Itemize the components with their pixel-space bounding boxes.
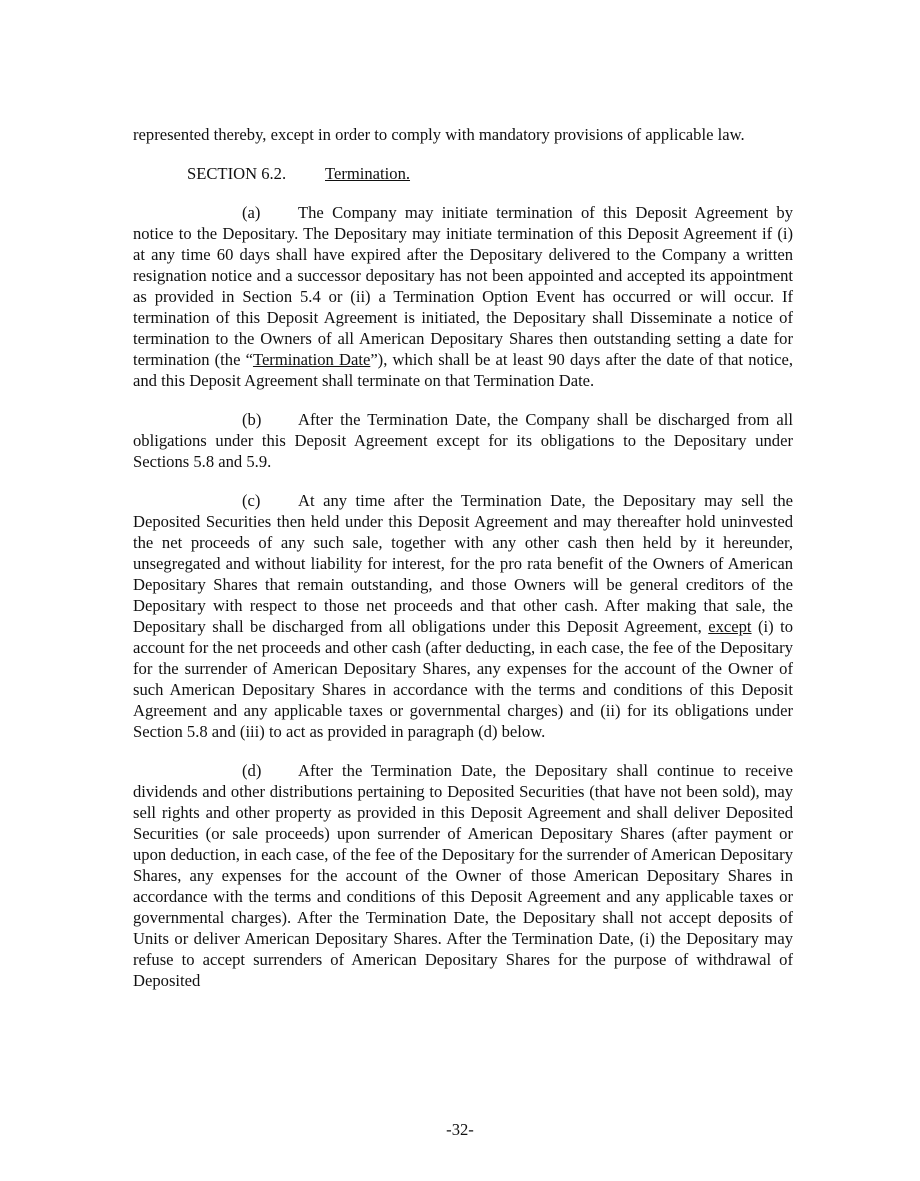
defined-term-termination-date: Termination Date: [252, 350, 371, 369]
section-number: SECTION 6.2.: [187, 164, 287, 183]
intro-paragraph: represented thereby, except in order to comply with mandatory provisions of applicable law.: [133, 125, 745, 144]
paragraph-d: (d) After the Termination Date, the Depositary shall continue to receive dividends and other distributions pertaining to Deposited Securities (that have not been sold), may sell rights and other property as provided in this Deposit Agreement and shall deliver Deposited Securities (or sale proceeds) upon surrender of American Depositary Shares (after payment or upon deduction, in each case, of the fee of the Depositary for the surrender of American Depositary Shares, any expenses for the account of the Owner of those American Depositary Shares in accordance with the terms and conditions of this Deposit Agreement and any applicable taxes or governmental charges). After the Termination Date, the Depositary shall not accept deposits of Units or deliver American Depositary Shares. After the Termination Date, (i) the Depositary may refuse to accept surrenders of American Depositary Shares for the purpose of withdrawal of Deposited: [133, 761, 793, 990]
paragraph-a-label: (a): [242, 203, 261, 222]
emphasis-except: except: [708, 617, 752, 636]
paragraph-d-label: (d): [242, 761, 262, 780]
paragraph-c-label: (c): [242, 491, 261, 510]
document-page: [133, 124, 793, 991]
paragraph-c: (c) At any time after the Termination Date, the Depositary may sell the Deposited Securities then held under this Deposit Agreement and may thereafter hold uninvested the net proceeds of any such sale, together with any other cash then held by it hereunder, unsegregated and without liability for interest, for the pro rata benefit of the Owners of American Depositary Shares that remain outstanding, and those Owners will be general creditors of the Depositary with respect to those net proceeds and that other cash. After making that sale, the Depositary shall be discharged from all obligations under this Deposit Agreement, except (i) to account for the net proceeds and other cash (after deducting, in each case, the fee of the Depositary for the surrender of American Depositary Shares, any expenses for the account of the Owner of such American Depositary Shares in accordance with the terms and conditions of this Deposit Agreement and any applicable taxes or governmental charges) and (ii) for its obligations under Section 5.8 and (iii) to act as provided in paragraph (d) below.: [133, 491, 793, 741]
paragraph-b-label: (b): [242, 410, 262, 429]
section-title: Termination.: [325, 164, 411, 183]
page-number: -32-: [446, 1120, 474, 1139]
section-heading: [133, 163, 793, 184]
paragraph-b: (b) After the Termination Date, the Company shall be discharged from all obligations under this Deposit Agreement except for its obligations to the Depositary under Sections 5.8 and 5.9.: [133, 410, 793, 471]
paragraph-a: (a) The Company may initiate termination of this Deposit Agreement by notice to the Depositary. The Depositary may initiate termination of this Deposit Agreement if (i) at any time 60 days shall have expired after the Depositary delivered to the Company a written resignation notice and a successor depositary has not been appointed and accepted its appointment as provided in Section 5.4 or (ii) a Termination Option Event has occurred or will occur. If termination of this Deposit Agreement is initiated, the Depositary shall Disseminate a notice of termination to the Owners of all American Depositary Shares then outstanding setting a date for termination (the “Termination Date”), which shall be at least 90 days after the date of that notice, and this Deposit Agreement shall terminate on that Termination Date.: [133, 203, 793, 390]
